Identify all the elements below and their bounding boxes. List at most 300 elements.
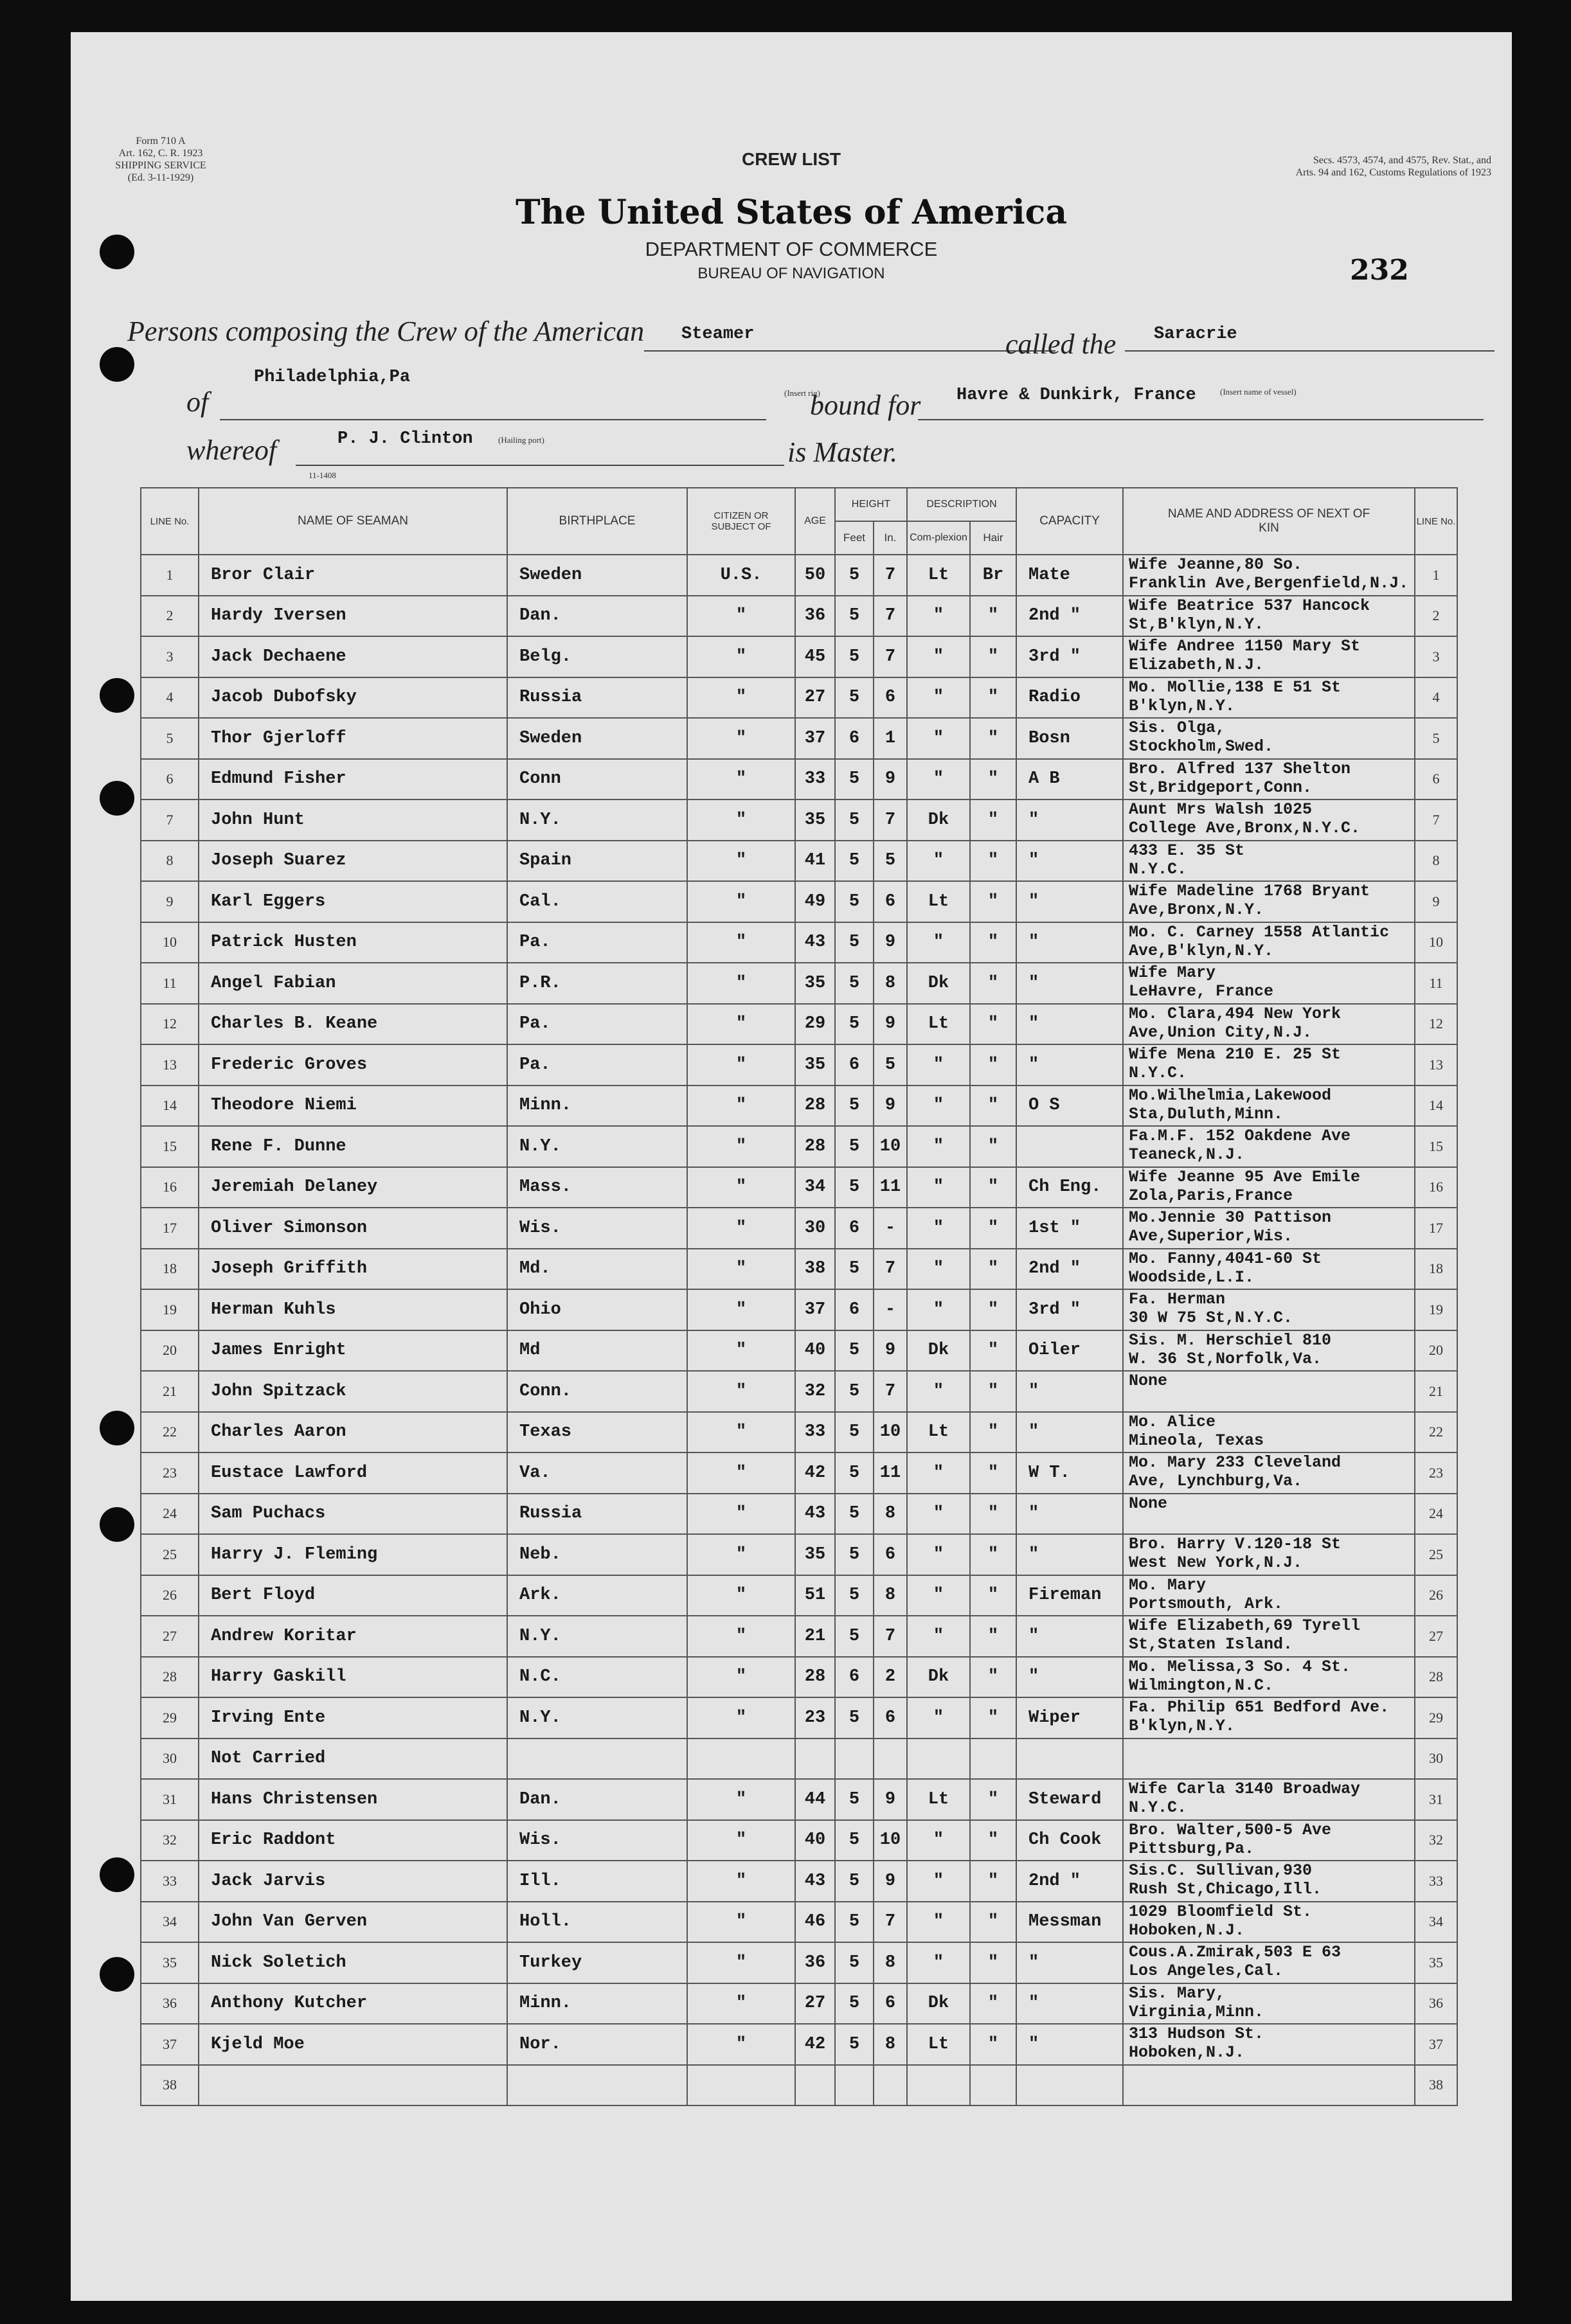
hair: ": [970, 1126, 1016, 1167]
line-number: 15: [141, 1126, 199, 1167]
height-inches: 7: [874, 800, 907, 841]
capacity: [1016, 1126, 1123, 1167]
birthplace: Cal.: [507, 881, 687, 922]
citizenship: ": [687, 1534, 795, 1575]
age: [795, 2065, 835, 2106]
height-inches: 7: [874, 636, 907, 677]
height-feet: 5: [835, 596, 874, 637]
capacity: Bosn: [1016, 718, 1123, 759]
hair: ": [970, 1249, 1016, 1290]
complexion: ": [907, 1697, 970, 1739]
crew-row: [141, 1697, 1457, 1739]
birthplace: N.Y.: [507, 1126, 687, 1167]
line-number-right: 27: [1415, 1616, 1457, 1657]
col-next-of-kin: NAME AND ADDRESS OF NEXT OF KIN: [1123, 488, 1415, 555]
height-feet: 6: [835, 718, 874, 759]
birthplace: Ill.: [507, 1861, 687, 1902]
height-inches: 9: [874, 1330, 907, 1372]
birthplace: Belg.: [507, 636, 687, 677]
line-number-right: 20: [1415, 1330, 1457, 1372]
capacity: ": [1016, 1657, 1123, 1698]
birthplace: Dan.: [507, 596, 687, 637]
height-feet: 5: [835, 1983, 874, 2025]
seaman-name: Jack Dechaene: [199, 636, 507, 677]
birthplace: Neb.: [507, 1534, 687, 1575]
height-feet: 5: [835, 922, 874, 963]
next-of-kin: Mo. C. Carney 1558 Atlantic Ave,B'klyn,N.Y.: [1123, 922, 1415, 963]
birthplace: Spain: [507, 841, 687, 882]
crew-row: [141, 1861, 1457, 1902]
seaman-name: Thor Gjerloff: [199, 718, 507, 759]
next-of-kin: Wife Mary LeHavre, France: [1123, 963, 1415, 1004]
height-inches: 11: [874, 1452, 907, 1494]
age: 42: [795, 1452, 835, 1494]
crew-row: [141, 1330, 1457, 1372]
seaman-name: John Hunt: [199, 800, 507, 841]
hair: ": [970, 1902, 1016, 1943]
height-feet: 6: [835, 1289, 874, 1330]
birthplace: Va.: [507, 1452, 687, 1494]
height-inches: 7: [874, 1371, 907, 1412]
line-number-right: 26: [1415, 1575, 1457, 1616]
col-birthplace: BIRTHPLACE: [507, 488, 687, 555]
complexion: Lt: [907, 881, 970, 922]
line-number-right: 18: [1415, 1249, 1457, 1290]
citizenship: ": [687, 881, 795, 922]
citizenship: ": [687, 1004, 795, 1045]
height-inches: 7: [874, 596, 907, 637]
next-of-kin: [1123, 2065, 1415, 2106]
seaman-name: Jacob Dubofsky: [199, 677, 507, 719]
seaman-name: Patrick Husten: [199, 922, 507, 963]
height-inches: 10: [874, 1412, 907, 1453]
line-number-right: 33: [1415, 1861, 1457, 1902]
height-feet: 5: [835, 1412, 874, 1453]
birthplace: Md.: [507, 1249, 687, 1290]
crew-row: [141, 1739, 1457, 1780]
line-number-right: 4: [1415, 677, 1457, 719]
age: 27: [795, 677, 835, 719]
seaman-name: Frederic Groves: [199, 1044, 507, 1086]
hair: ": [970, 1371, 1016, 1412]
seaman-name: Oliver Simonson: [199, 1208, 507, 1249]
print-code: 11-1408: [309, 470, 336, 480]
birthplace: [507, 2065, 687, 2106]
complexion: ": [907, 1942, 970, 1983]
next-of-kin: Sis. Mary, Virginia,Minn.: [1123, 1983, 1415, 2025]
complexion: ": [907, 841, 970, 882]
line-number-right: 29: [1415, 1697, 1457, 1739]
capacity: 1st ": [1016, 1208, 1123, 1249]
height-feet: 5: [835, 677, 874, 719]
height-feet: 6: [835, 1657, 874, 1698]
citizenship: ": [687, 1412, 795, 1453]
height-feet: 5: [835, 1902, 874, 1943]
complexion: Lt: [907, 555, 970, 596]
crew-row: [141, 1983, 1457, 2025]
age: 40: [795, 1330, 835, 1372]
next-of-kin: Bro. Walter,500-5 Ave Pittsburg,Pa.: [1123, 1820, 1415, 1861]
next-of-kin: Bro. Alfred 137 Shelton St,Bridgeport,Conn.: [1123, 759, 1415, 800]
height-inches: 7: [874, 555, 907, 596]
age: 29: [795, 1004, 835, 1045]
crew-row: [141, 841, 1457, 882]
line-number-right: 28: [1415, 1657, 1457, 1698]
birthplace: Pa.: [507, 1004, 687, 1045]
line-number-right: 16: [1415, 1167, 1457, 1208]
line-number-right: 15: [1415, 1126, 1457, 1167]
capacity: O S: [1016, 1086, 1123, 1127]
seaman-name: Karl Eggers: [199, 881, 507, 922]
crew-row: [141, 759, 1457, 800]
age: 35: [795, 1534, 835, 1575]
seaman-name: Angel Fabian: [199, 963, 507, 1004]
citizenship: ": [687, 1820, 795, 1861]
vessel-rig: Steamer: [681, 325, 755, 344]
citizenship: ": [687, 1494, 795, 1535]
height-inches: 7: [874, 1249, 907, 1290]
capacity: ": [1016, 841, 1123, 882]
capacity: 2nd ": [1016, 1249, 1123, 1290]
birthplace: Ohio: [507, 1289, 687, 1330]
citizenship: [687, 2065, 795, 2106]
next-of-kin: Fa. Herman 30 W 75 St,N.Y.C.: [1123, 1289, 1415, 1330]
next-of-kin: Mo. Mollie,138 E 51 St B'klyn,N.Y.: [1123, 677, 1415, 719]
hair: ": [970, 1494, 1016, 1535]
age: 36: [795, 1942, 835, 1983]
hair: [970, 1739, 1016, 1780]
height-feet: 6: [835, 1044, 874, 1086]
crew-row: [141, 1575, 1457, 1616]
hair: ": [970, 1820, 1016, 1861]
birthplace: Russia: [507, 1494, 687, 1535]
age: 34: [795, 1167, 835, 1208]
capacity: Fireman: [1016, 1575, 1123, 1616]
birthplace: Dan.: [507, 1779, 687, 1820]
crew-rows: [141, 555, 1457, 2105]
complexion: Dk: [907, 1983, 970, 2025]
hair: ": [970, 1779, 1016, 1820]
hair: ": [970, 1208, 1016, 1249]
citizenship: ": [687, 1208, 795, 1249]
line-number-right: 36: [1415, 1983, 1457, 2025]
line-number: 36: [141, 1983, 199, 2025]
crew-row: [141, 1249, 1457, 1290]
next-of-kin: Mo.Jennie 30 Pattison Ave,Superior,Wis.: [1123, 1208, 1415, 1249]
height-feet: 5: [835, 1575, 874, 1616]
col-inches: In.: [874, 521, 907, 555]
complexion: ": [907, 677, 970, 719]
height-feet: 5: [835, 1697, 874, 1739]
age: 30: [795, 1208, 835, 1249]
complexion: ": [907, 1289, 970, 1330]
seaman-name: Nick Soletich: [199, 1942, 507, 1983]
birthplace: Conn: [507, 759, 687, 800]
line-number: 6: [141, 759, 199, 800]
capacity: Steward: [1016, 1779, 1123, 1820]
insert-vessel-caption: (Insert name of vessel): [1220, 387, 1297, 397]
citizenship: ": [687, 1371, 795, 1412]
next-of-kin: 433 E. 35 St N.Y.C.: [1123, 841, 1415, 882]
line-number: 12: [141, 1004, 199, 1045]
complexion: ": [907, 1494, 970, 1535]
next-of-kin: Wife Jeanne,80 So. Franklin Ave,Bergenfield,N.J.: [1123, 555, 1415, 596]
age: 21: [795, 1616, 835, 1657]
line-number-right: 12: [1415, 1004, 1457, 1045]
complexion: ": [907, 1616, 970, 1657]
line-number-right: 5: [1415, 718, 1457, 759]
line-number-right: 22: [1415, 1412, 1457, 1453]
line-number: 37: [141, 2024, 199, 2065]
is-master-label: is Master.: [787, 436, 898, 468]
hair: ": [970, 1086, 1016, 1127]
hair: ": [970, 718, 1016, 759]
citizenship: ": [687, 1086, 795, 1127]
vessel-name: Saracrie: [1154, 325, 1237, 344]
birthplace: N.Y.: [507, 1616, 687, 1657]
height-feet: 5: [835, 1779, 874, 1820]
capacity: ": [1016, 1371, 1123, 1412]
next-of-kin: Fa.M.F. 152 Oakdene Ave Teaneck,N.J.: [1123, 1126, 1415, 1167]
height-inches: 10: [874, 1126, 907, 1167]
seaman-name: Jeremiah Delaney: [199, 1167, 507, 1208]
line-number: 4: [141, 677, 199, 719]
birthplace: Minn.: [507, 1086, 687, 1127]
birthplace: Wis.: [507, 1208, 687, 1249]
age: 33: [795, 759, 835, 800]
citizenship: ": [687, 596, 795, 637]
height-inches: 2: [874, 1657, 907, 1698]
crew-row: [141, 1371, 1457, 1412]
capacity: Mate: [1016, 555, 1123, 596]
birthplace: [507, 1739, 687, 1780]
capacity: ": [1016, 881, 1123, 922]
complexion: ": [907, 1452, 970, 1494]
hair: ": [970, 1289, 1016, 1330]
bound-for-label: bound for: [810, 389, 921, 421]
line-number: 34: [141, 1902, 199, 1943]
line-number-right: 32: [1415, 1820, 1457, 1861]
line-number-right: 14: [1415, 1086, 1457, 1127]
line-number: 30: [141, 1739, 199, 1780]
height-inches: 11: [874, 1167, 907, 1208]
seaman-name: James Enright: [199, 1330, 507, 1372]
birthplace: N.Y.: [507, 800, 687, 841]
seaman-name: Not Carried: [199, 1739, 507, 1780]
capacity: ": [1016, 1044, 1123, 1086]
birthplace: N.C.: [507, 1657, 687, 1698]
crew-row: [141, 1902, 1457, 1943]
next-of-kin: Wife Elizabeth,69 Tyrell St,Staten Island.: [1123, 1616, 1415, 1657]
complexion: Lt: [907, 1004, 970, 1045]
capacity: ": [1016, 922, 1123, 963]
complexion: ": [907, 759, 970, 800]
height-inches: 7: [874, 1616, 907, 1657]
complexion: ": [907, 1126, 970, 1167]
age: 51: [795, 1575, 835, 1616]
height-feet: 6: [835, 1208, 874, 1249]
height-feet: 5: [835, 1494, 874, 1535]
line-number-right: 13: [1415, 1044, 1457, 1086]
complexion: ": [907, 596, 970, 637]
height-inches: 8: [874, 963, 907, 1004]
complexion: ": [907, 1902, 970, 1943]
punch-hole: [100, 1957, 134, 1992]
line-number-right: 21: [1415, 1371, 1457, 1412]
age: 27: [795, 1983, 835, 2025]
height-feet: 5: [835, 800, 874, 841]
crew-row: [141, 1167, 1457, 1208]
height-inches: 8: [874, 1575, 907, 1616]
hair: ": [970, 1983, 1016, 2025]
citizenship: ": [687, 922, 795, 963]
col-feet: Feet: [835, 521, 874, 555]
complexion: ": [907, 718, 970, 759]
age: 23: [795, 1697, 835, 1739]
whereof-label: whereof: [186, 434, 277, 466]
capacity: A B: [1016, 759, 1123, 800]
country-title: The United States of America: [515, 193, 1068, 232]
seaman-name: Charles Aaron: [199, 1412, 507, 1453]
height-inches: 9: [874, 922, 907, 963]
line-number: 28: [141, 1657, 199, 1698]
crew-row: [141, 963, 1457, 1004]
age: 43: [795, 1494, 835, 1535]
seaman-name: Sam Puchacs: [199, 1494, 507, 1535]
seaman-name: John Spitzack: [199, 1371, 507, 1412]
height-inches: -: [874, 1208, 907, 1249]
capacity: 3rd ": [1016, 1289, 1123, 1330]
col-line-no: LINE No.: [141, 488, 199, 555]
line-number-right: 17: [1415, 1208, 1457, 1249]
citizenship: ": [687, 677, 795, 719]
birthplace: Texas: [507, 1412, 687, 1453]
hair: ": [970, 677, 1016, 719]
next-of-kin: Mo. Mary Portsmouth, Ark.: [1123, 1575, 1415, 1616]
capacity: ": [1016, 1942, 1123, 1983]
citizenship: ": [687, 1452, 795, 1494]
height-feet: 5: [835, 2024, 874, 2065]
line-number-right: 24: [1415, 1494, 1457, 1535]
statutes-line-1: Secs. 4573, 4574, and 4575, Rev. Stat., and: [1313, 155, 1491, 166]
seaman-name: Rene F. Dunne: [199, 1126, 507, 1167]
line-number-right: 9: [1415, 881, 1457, 922]
birthplace: Russia: [507, 677, 687, 719]
complexion: Dk: [907, 963, 970, 1004]
crew-row: [141, 1452, 1457, 1494]
age: 44: [795, 1779, 835, 1820]
birthplace: Sweden: [507, 555, 687, 596]
line-number: 19: [141, 1289, 199, 1330]
citizenship: ": [687, 2024, 795, 2065]
next-of-kin: Mo.Wilhelmia,Lakewood Sta,Duluth,Minn.: [1123, 1086, 1415, 1127]
capacity: ": [1016, 1412, 1123, 1453]
height-feet: 5: [835, 1126, 874, 1167]
age: 37: [795, 1289, 835, 1330]
height-inches: 5: [874, 841, 907, 882]
crew-row: [141, 1126, 1457, 1167]
height-inches: [874, 1739, 907, 1780]
capacity: ": [1016, 1004, 1123, 1045]
next-of-kin: None: [1123, 1371, 1415, 1412]
complexion: ": [907, 1249, 970, 1290]
complexion: ": [907, 636, 970, 677]
height-feet: 5: [835, 1371, 874, 1412]
citizenship: ": [687, 1289, 795, 1330]
height-feet: 5: [835, 963, 874, 1004]
height-inches: 6: [874, 1983, 907, 2025]
crew-row: [141, 636, 1457, 677]
height-inches: 9: [874, 1779, 907, 1820]
capacity: Ch Cook: [1016, 1820, 1123, 1861]
hair: ": [970, 1575, 1016, 1616]
punch-hole: [100, 347, 134, 382]
next-of-kin: Wife Jeanne 95 Ave Emile Zola,Paris,France: [1123, 1167, 1415, 1208]
line-number: 9: [141, 881, 199, 922]
height-feet: 5: [835, 759, 874, 800]
capacity: Oiler: [1016, 1330, 1123, 1372]
line-number-right: 10: [1415, 922, 1457, 963]
capacity: 3rd ": [1016, 636, 1123, 677]
height-inches: 8: [874, 2024, 907, 2065]
hair: ": [970, 2024, 1016, 2065]
age: [795, 1739, 835, 1780]
form-service: SHIPPING SERVICE: [115, 160, 206, 171]
height-feet: 5: [835, 1534, 874, 1575]
hair: ": [970, 1534, 1016, 1575]
crew-row: [141, 1208, 1457, 1249]
capacity: ": [1016, 1534, 1123, 1575]
citizenship: ": [687, 1942, 795, 1983]
height-feet: 5: [835, 841, 874, 882]
next-of-kin: Sis. M. Herschiel 810 W. 36 St,Norfolk,Va.: [1123, 1330, 1415, 1372]
seaman-name: [199, 2065, 507, 2106]
line-number: 1: [141, 555, 199, 596]
hair: ": [970, 759, 1016, 800]
height-inches: 5: [874, 1044, 907, 1086]
form-article: Art. 162, C. R. 1923: [118, 148, 203, 159]
citizenship: ": [687, 1861, 795, 1902]
home-port: Philadelphia,Pa: [254, 368, 411, 387]
capacity: ": [1016, 2024, 1123, 2065]
capacity: ": [1016, 1983, 1123, 2025]
height-feet: 5: [835, 1167, 874, 1208]
next-of-kin: None: [1123, 1494, 1415, 1535]
height-inches: 9: [874, 1004, 907, 1045]
birthplace: Minn.: [507, 1983, 687, 2025]
citizenship: ": [687, 718, 795, 759]
crew-row: [141, 555, 1457, 596]
line-number: 13: [141, 1044, 199, 1086]
next-of-kin: Sis.C. Sullivan,930 Rush St,Chicago,Ill.: [1123, 1861, 1415, 1902]
seaman-name: Bror Clair: [199, 555, 507, 596]
crew-row: [141, 922, 1457, 963]
age: 28: [795, 1126, 835, 1167]
hair: ": [970, 963, 1016, 1004]
complexion: ": [907, 1820, 970, 1861]
col-citizen: CITIZEN OR SUBJECT OF: [687, 488, 795, 555]
seaman-name: Harry J. Fleming: [199, 1534, 507, 1575]
line-number: 14: [141, 1086, 199, 1127]
page-number: 232: [1350, 254, 1409, 287]
seaman-name: Eustace Lawford: [199, 1452, 507, 1494]
height-feet: 5: [835, 1452, 874, 1494]
citizenship: [687, 1739, 795, 1780]
col-name: NAME OF SEAMAN: [199, 488, 507, 555]
called-the-label: called the: [1005, 328, 1117, 360]
next-of-kin: Aunt Mrs Walsh 1025 College Ave,Bronx,N.Y.C.: [1123, 800, 1415, 841]
crew-row: [141, 1494, 1457, 1535]
